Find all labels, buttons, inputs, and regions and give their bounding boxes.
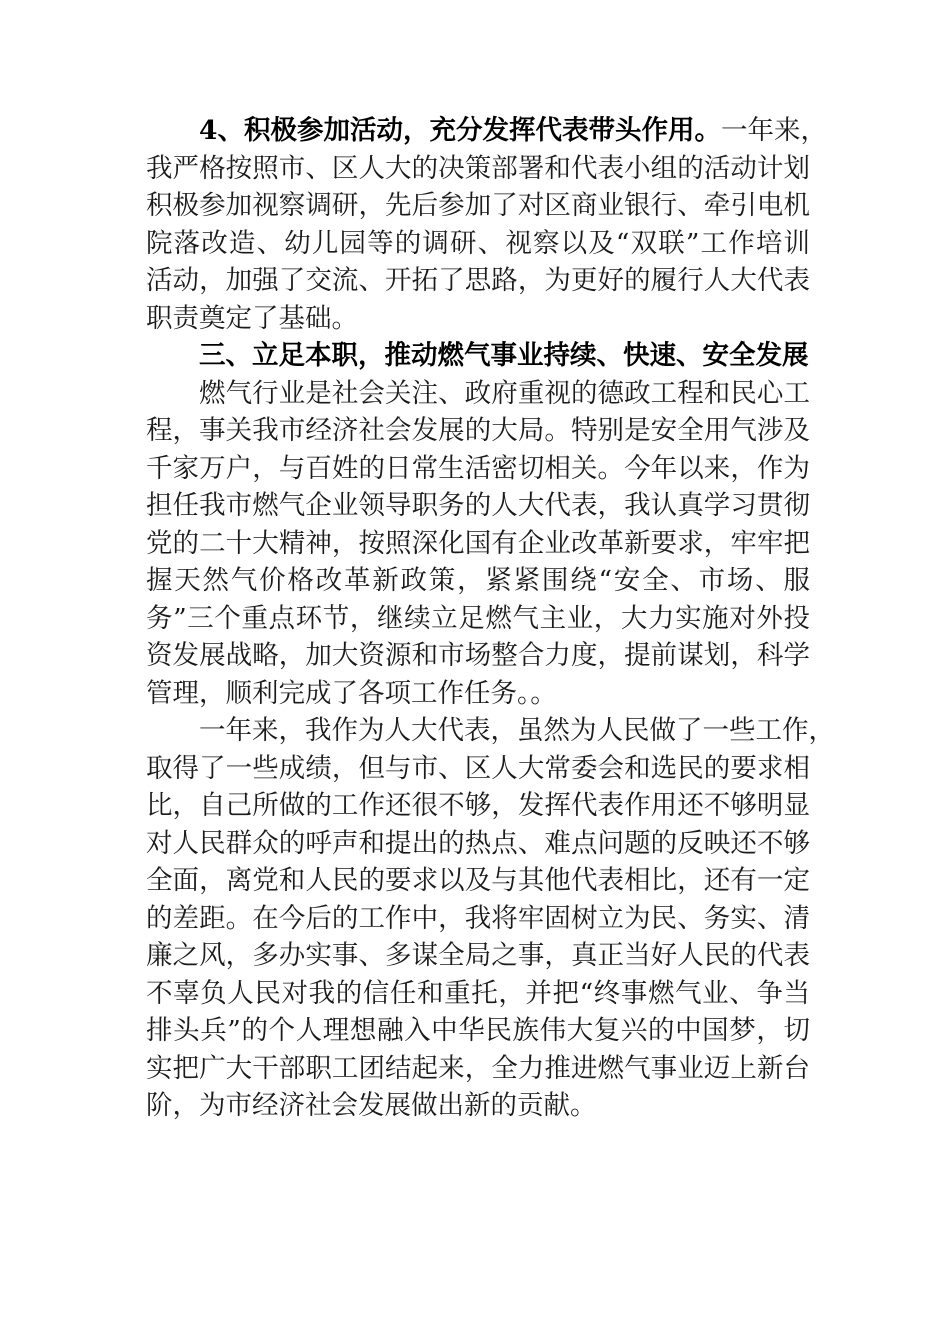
- paragraph-2-line: 握天然气价格改革新政策，紧紧围绕“安全、市场、服: [146, 565, 810, 596]
- paragraph-2-line: 千家万户，与百姓的日常生活密切相关。今年以来，作为: [146, 452, 810, 484]
- paragraph-3-line: 阶，为市经济社会发展做出新的贡献。: [146, 1090, 597, 1121]
- paragraph-2-line: 担任我市燃气企业领导职务的人大代表，我认真学习贯彻: [146, 490, 810, 521]
- paragraph-3-line: 一年来，我作为人大代表，虽然为人民做了一些工作，: [199, 715, 835, 746]
- paragraph-2-line: 务”三个重点环节，继续立足燃气主业，大力实施对外投: [146, 602, 810, 634]
- paragraph-3-line: 全面，离党和人民的要求以及与其他代表相比，还有一定: [146, 865, 810, 896]
- paragraph-1-line-1: [146, 112, 827, 150]
- paragraph-1-line: 职责奠定了基础。: [146, 302, 358, 334]
- paragraph-3-line: 对人民群众的呼声和提出的热点、难点问题的反映还不够: [146, 827, 810, 859]
- paragraph-3-line: 实把广大干部职工团结起来，全力推进燃气事业迈上新台: [146, 1052, 810, 1084]
- paragraph-1-bold-lead: 4、积极参加活动，充分发挥代表带头作用。: [199, 115, 721, 146]
- paragraph-3-line: 不辜负人民对我的信任和重托，并把“终事燃气业、争当: [146, 977, 810, 1009]
- paragraph-2-line: 党的二十大精神，按照深化国有企业改革新要求，牢牢把: [146, 527, 810, 559]
- paragraph-1-line-1-rest: 一年来，: [720, 115, 827, 146]
- paragraph-1-line: 院落改造、幼儿园等的调研、视察以及“双联”工作培训: [146, 227, 810, 259]
- paragraph-3-line: 取得了一些成绩，但与市、区人大常委会和选民的要求相: [146, 752, 810, 784]
- paragraph-1-line: 积极参加视察调研，先后参加了对区商业银行、牵引电机: [146, 190, 810, 221]
- paragraph-1-line: 活动，加强了交流、开拓了思路，为更好的履行人大代表: [146, 265, 810, 296]
- paragraph-2-line: 资发展战略，加大资源和市场整合力度，提前谋划，科学: [146, 640, 810, 671]
- paragraph-3-line: 廉之风，多办实事、多谋全局之事，真正当好人民的代表: [146, 940, 810, 971]
- paragraph-3-line: 排头兵”的个人理想融入中华民族伟大复兴的中国梦，切: [146, 1015, 810, 1046]
- paragraph-3-line: 的差距。在今后的工作中，我将牢固树立为民、务实、清: [146, 902, 810, 934]
- paragraph-1-line: 我严格按照市、区人大的决策部署和代表小组的活动计划: [146, 152, 810, 184]
- section-heading-3: 三、立足本职，推动燃气事业持续、快速、安全发展: [199, 340, 809, 371]
- paragraph-2-line: 管理，顺利完成了各项工作任务。。: [146, 677, 557, 709]
- document-page: [146, 112, 835, 1125]
- paragraph-2-line: 程，事关我市经济社会发展的大局。特别是安全用气涉及: [146, 415, 810, 446]
- paragraph-2-line: 燃气行业是社会关注、政府重视的德政工程和民心工: [199, 377, 810, 409]
- paragraph-3-line: 比，自己所做的工作还很不够，发挥代表作用还不够明显: [146, 790, 810, 821]
